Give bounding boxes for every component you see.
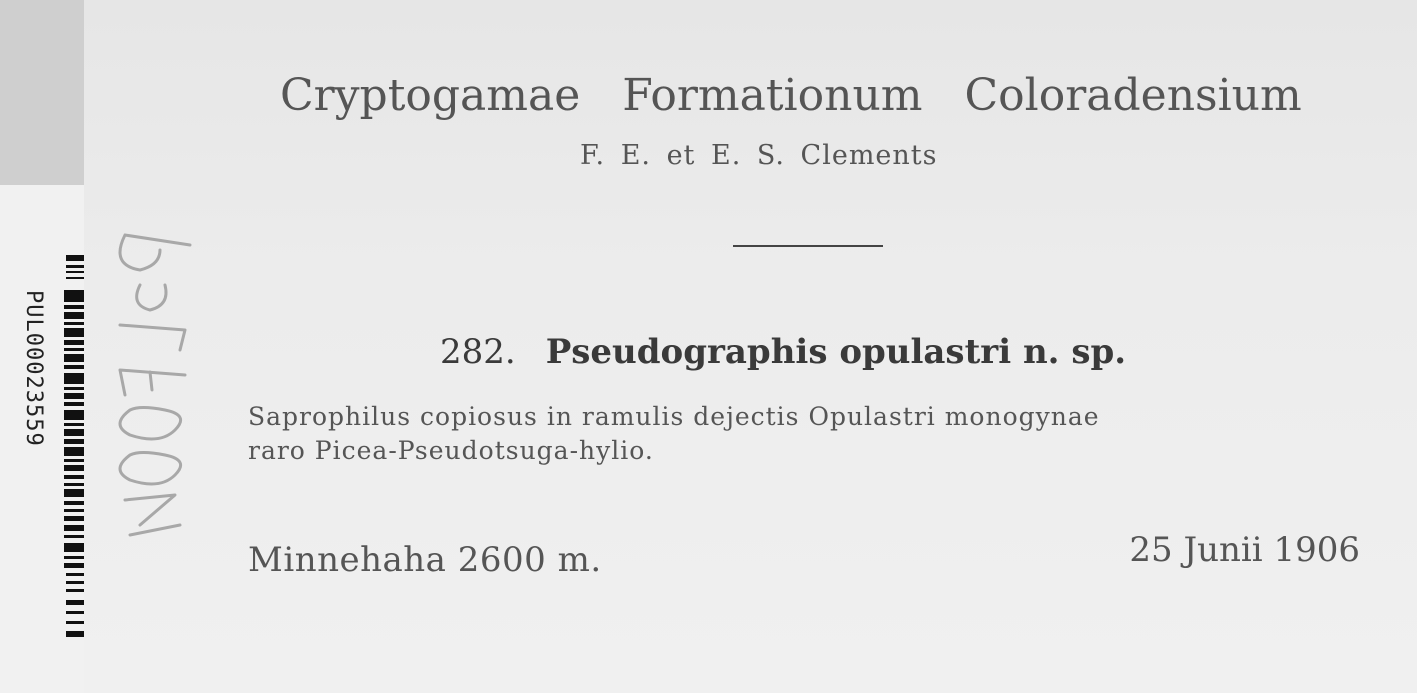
locality: Minnehaha 2600 m. [248,540,602,580]
specimen-heading [440,332,1340,372]
specimen-number: 282. [440,332,516,372]
handwritten-accession-annotation [100,225,210,555]
barcode-bars [64,255,86,640]
left-background-strip [0,0,92,185]
specimen-name: Pseudographis opulastri n. sp. [545,332,1127,372]
divider-rule [733,245,883,247]
collection-title: Cryptogamae Formationum Coloradensium [280,70,1302,121]
collection-date: 25 Junii 1906 [1129,530,1360,570]
barcode-number: PUL00023559 [21,290,46,447]
description-line-2: raro Picea-Pseudotsuga-hylio. [248,436,654,465]
habitat-description [248,400,1378,468]
description-line-1: Saprophilus copiosus in ramulis dejectis Opulastri monogynae [248,402,1100,431]
collector-names: F. E. et E. S. Clements [580,140,938,171]
